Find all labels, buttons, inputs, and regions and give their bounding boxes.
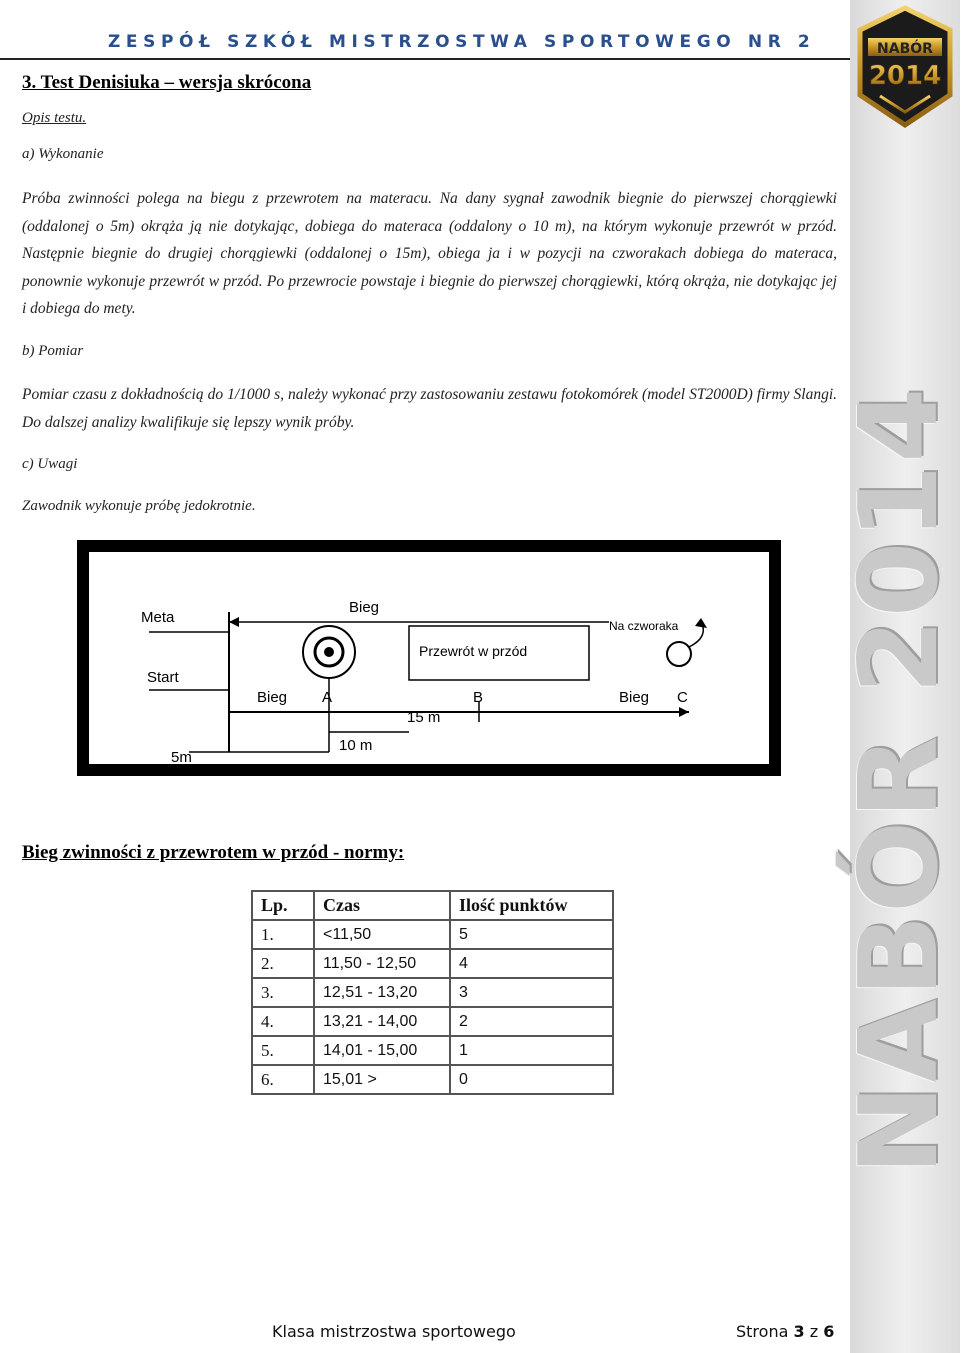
cell-czas: 11,50 - 12,50: [314, 949, 450, 978]
header-lp: Lp.: [252, 891, 314, 920]
meta-label: Meta: [141, 609, 175, 626]
flag-c-circle: [667, 642, 691, 666]
badge-year-text: 2014: [868, 61, 942, 91]
cell-punkty: 5: [450, 920, 613, 949]
cell-lp: 2.: [252, 949, 314, 978]
start-label: Start: [147, 669, 179, 686]
footer-page-number: [736, 1322, 834, 1341]
table-row: [252, 1036, 613, 1065]
cell-czas: <11,50: [314, 920, 450, 949]
header-divider: [0, 58, 850, 60]
cell-punkty: 3: [450, 978, 613, 1007]
cell-punkty: 1: [450, 1036, 613, 1065]
cell-czas: 14,01 - 15,00: [314, 1036, 450, 1065]
cell-lp: 3.: [252, 978, 314, 1007]
pomiar-label: b) Pomiar: [22, 343, 84, 359]
sidebar-vertical-text: NABÓR 2014: [837, 385, 962, 1175]
header-punkty: Ilość punktów: [450, 891, 613, 920]
bieg-2-label: Bieg: [619, 689, 650, 706]
dist-15-label: 15 m: [407, 709, 441, 726]
uwagi-text: Zawodnik wykonuje próbę jedokrotnie.: [22, 498, 256, 514]
cell-czas: 12,51 - 13,20: [314, 978, 450, 1007]
cell-punkty: 0: [450, 1065, 613, 1094]
bieg-top-label: Bieg: [349, 599, 380, 616]
norms-title: Bieg zwinności z przewrotem w przód - normy:: [22, 842, 405, 863]
table-row: [252, 1007, 613, 1036]
czworaka-arrow-head: [695, 618, 707, 628]
point-c-label: C: [677, 689, 688, 706]
point-a-label: A: [322, 689, 333, 706]
cell-lp: 4.: [252, 1007, 314, 1036]
run-arrow-head: [679, 707, 689, 717]
badge-top-text: NABÓR: [877, 41, 933, 57]
bieg-1-label: Bieg: [257, 689, 288, 706]
course-diagram-svg: [89, 552, 769, 764]
cell-punkty: 2: [450, 1007, 613, 1036]
uwagi-label: c) Uwagi: [22, 456, 78, 472]
flag-a-dot: [324, 647, 334, 657]
wykonanie-text: Próba zwinności polega na biegu z przewrotem na materacu. Na dany sygnał zawodnik biegnie do pierwszej chorągiewki (oddalonej o 5m) okrąża ją nie dotykając, dobiega do materaca (oddalony o 10 m), na którym wykonuje przewrót w przód. Następnie biegnie do drugiej chorągiewki (oddalonej o 15m), obiega ja i w pozycji na czworakach dobiega do materaca, ponownie wykonuje przewrót w przód. Po przewrocie powstaje i biegnie do pierwszej chorągiewki, którą okrąża, nie dotykając jej i dobiega do mety.: [22, 190, 837, 317]
page-current: 3: [793, 1322, 805, 1341]
cell-lp: 5.: [252, 1036, 314, 1065]
cell-lp: 1.: [252, 920, 314, 949]
dist-10-label: 10 m: [339, 737, 373, 754]
cell-czas: 15,01 >: [314, 1065, 450, 1094]
section-title: 3. Test Denisiuka – wersja skrócona: [22, 72, 312, 93]
cell-czas: 13,21 - 14,00: [314, 1007, 450, 1036]
course-diagram: [77, 540, 781, 776]
cell-lp: 6.: [252, 1065, 314, 1094]
wykonanie-label: a) Wykonanie: [22, 146, 104, 162]
table-header-row: [252, 891, 613, 920]
opis-label: Opis testu.: [22, 110, 87, 126]
czworaka-label: Na czworaka: [609, 619, 679, 633]
dist-5-label: 5m: [171, 749, 192, 766]
pomiar-text: Pomiar czasu z dokładnością do 1/1000 s, należy wykonać przy zastosowaniu zestawu fotokomórek (model ST2000D) firmy Slangi. Do dalszej analizy kwalifikuje się lepszy wynik próby.: [22, 386, 837, 431]
page-separator: z: [809, 1322, 819, 1341]
table-row: [252, 920, 613, 949]
school-header: ZESPÓŁ SZKÓŁ MISTRZOSTWA SPORTOWEGO NR 2: [108, 32, 816, 52]
table-row: [252, 978, 613, 1007]
table-row: [252, 1065, 613, 1094]
nabor-badge-logo: [850, 0, 960, 130]
table-row: [252, 949, 613, 978]
norms-table: [251, 890, 614, 1095]
page-prefix: Strona: [736, 1322, 789, 1341]
footer-class-name: Klasa mistrzostwa sportowego: [272, 1322, 516, 1341]
return-arrow-head: [229, 617, 239, 627]
sidebar-banner: [837, 0, 962, 1353]
point-b-label: B: [473, 689, 484, 706]
cell-punkty: 4: [450, 949, 613, 978]
header-czas: Czas: [314, 891, 450, 920]
page-total: 6: [823, 1322, 835, 1341]
przewrot-label: Przewrót w przód: [419, 643, 528, 659]
